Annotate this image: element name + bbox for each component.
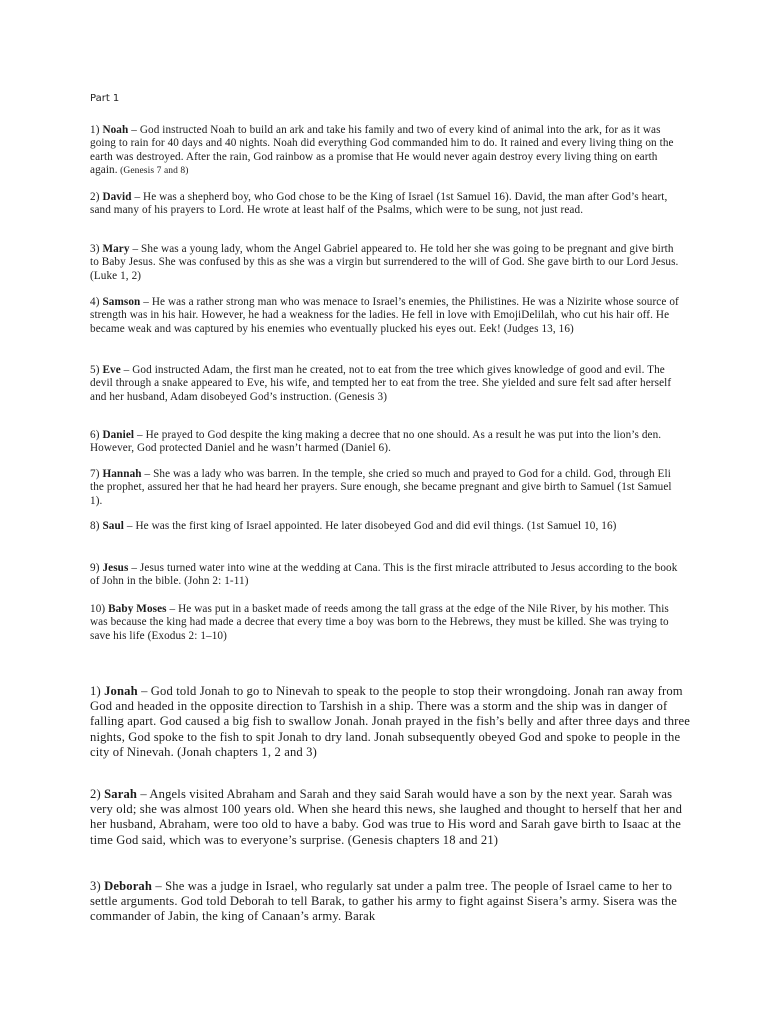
entry-eve xyxy=(90,364,680,404)
entry-text: – He was the first king of Israel appointed. He later disobeyed God and did evil things. (1st Samuel 10, 16) xyxy=(123,520,617,532)
entry-number: 8) xyxy=(90,520,100,532)
entry-text: – Jesus turned water into wine at the wedding at Cana. This is the first miracle attributed to Jesus according to the book of John in the bible. (John 2: 1-11) xyxy=(90,562,678,588)
entry-mary xyxy=(90,243,680,283)
entry-samson xyxy=(90,296,680,336)
entry-name: Sarah xyxy=(104,787,138,801)
entry-text: – He was a shepherd boy, who God chose to be the King of Israel (1st Samuel 16). David, the man after God’s heart, sand many of his prayers to Lord. He wrote at least half of the Psalms, which were to be sung, not just read. xyxy=(90,191,668,217)
entry-text: – God told Jonah to go to Ninevah to speak to the people to stop their wrongdoing. Jonah ran away from God and headed in the opposite direction to Tarshish in a ship. There was a storm and the ship was in danger of falling apart. God caused a big fish to swallow Jonah. Jonah prayed in the fish’s belly and after three days and three nights, God spoke to the fish to spit Jonah to dry land. Jonah subsequently obeyed God and spoke to people in the city of Ninevah. (Jonah chapters 1, 2 and 3) xyxy=(90,684,690,759)
entry-text: – She was a young lady, whom the Angel Gabriel appeared to. He told her she was going to be pregnant and give birth to Baby Jesus. She was confused by this as she was a virgin but surrendered to the will of God. She gave birth to our Lord Jesus. (Luke 1, 2) xyxy=(90,243,679,282)
entry-text: – God instructed Adam, the first man he created, not to eat from the tree which gives knowledge of good and evil. The devil through a snake appeared to Eve, his wife, and tempted her to eat from the tree. She yielded and sure felt sad after herself and her husband, Adam disobeyed God’s instruction. (Genesis 3) xyxy=(90,364,672,403)
entry-text: – God instructed Noah to build an ark and take his family and two of every kind of animal into the ark, for as it was going to rain for 40 days and 40 nights. Noah did everything God commanded him to do. It rained and every living thing on the earth was destroyed. After the rain, God rainbow as a promise that He would never again destroy every living thing on earth again. xyxy=(90,124,674,177)
entry-deborah xyxy=(90,879,690,925)
entry-baby-moses xyxy=(90,603,680,643)
entry-text: – He prayed to God despite the king making a decree that no one should. As a result he was put into the lion’s den. However, God protected Daniel and he wasn’t harmed (Daniel 6). xyxy=(90,429,662,455)
entry-name: Mary xyxy=(102,243,130,255)
entry-hannah xyxy=(90,468,680,508)
entry-number: 4) xyxy=(90,296,100,308)
entry-daniel xyxy=(90,429,680,456)
entry-number: 1) xyxy=(90,124,100,136)
entry-text: – Angels visited Abraham and Sarah and they said Sarah would have a son by the next year. Sarah was very old; she was almost 100 years old. When she heard this news, she laughed and thought to herself that her and her husband, Abraham, were too old to have a baby. God was true to His word and Sarah gave birth to Isaac at the time God said, which was to everyone’s surprise. (Genesis chapters 18 and 21) xyxy=(90,787,683,847)
entry-name: Samson xyxy=(102,296,141,308)
entry-number: 6) xyxy=(90,429,100,441)
entry-name: Noah xyxy=(102,124,129,136)
entry-number: 7) xyxy=(90,468,100,480)
entry-name: Jonah xyxy=(104,684,138,698)
entry-text: – She was a judge in Israel, who regularly sat under a palm tree. The people of Israel came to her to settle arguments. God told Deborah to tell Barak, to gather his army to fight against Sisera’s army. Sisera was the commander of Jabin, the king of Canaan’s army. Barak xyxy=(90,879,677,924)
entry-number: 3) xyxy=(90,879,101,893)
entry-number: 9) xyxy=(90,562,100,574)
entry-name: Deborah xyxy=(104,879,153,893)
entry-name: Jesus xyxy=(102,562,129,574)
entry-name: David xyxy=(102,191,132,203)
entry-number: 2) xyxy=(90,787,101,801)
entry-name: Hannah xyxy=(102,468,142,480)
entry-number: 5) xyxy=(90,364,100,376)
entry-jonah xyxy=(90,684,690,760)
entry-number: 1) xyxy=(90,684,101,698)
entry-noah xyxy=(90,124,680,179)
entry-text: – He was a rather strong man who was menace to Israel’s enemies, the Philistines. He was a Nizirite whose source of strength was in his hair. However, he had a weakness for the ladies. He fell in love with EmojiDelilah, who cut his hair off. He became weak and was captured by his enemies who eventually plucked his eyes out. Eek! (Judges 13, 16) xyxy=(90,296,679,335)
part-label: Part 1 xyxy=(90,93,120,104)
entry-sarah xyxy=(90,787,690,848)
entry-jesus xyxy=(90,562,680,589)
entry-reference: (Genesis 7 and 8) xyxy=(117,166,189,177)
entry-saul xyxy=(90,520,680,533)
entry-number: 2) xyxy=(90,191,100,203)
entry-text: – She was a lady who was barren. In the temple, she cried so much and prayed to God for a child. God, through Eli the prophet, assured her that he had heard her prayers. Sure enough, she became pregnant and give birth to Samuel (1st Samuel 1). xyxy=(90,468,672,507)
entry-name: Saul xyxy=(102,520,124,532)
entry-david xyxy=(90,191,680,218)
entry-name: Daniel xyxy=(102,429,135,441)
entry-number: 3) xyxy=(90,243,100,255)
entry-number: 10) xyxy=(90,603,106,615)
entry-name: Baby Moses xyxy=(108,603,167,615)
entry-name: Eve xyxy=(102,364,121,376)
entry-text: – He was put in a basket made of reeds among the tall grass at the edge of the Nile River, by his mother. This was because the king had made a decree that every time a boy was born to the Hebrews, they must be killed. She was trying to save his life (Exodus 2: 1–10) xyxy=(90,603,669,642)
